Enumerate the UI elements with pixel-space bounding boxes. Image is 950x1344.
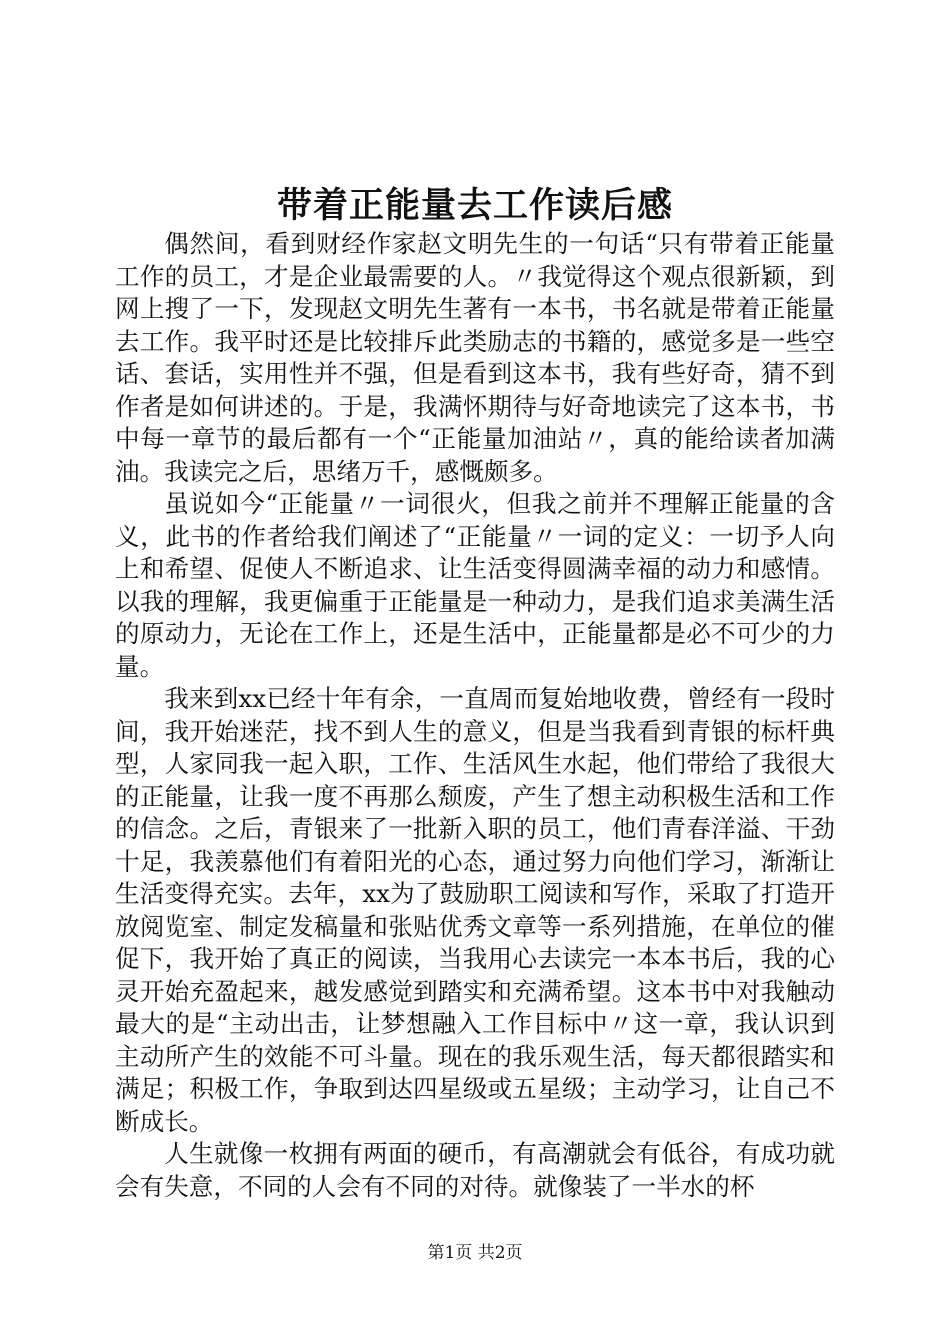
paragraph: 人生就像一枚拥有两面的硬币，有高潮就会有低谷，有成功就会有失意，不同的人会有不同的对待。就像装了一半水的杯	[115, 1139, 835, 1201]
page-number-footer: 第1页 共2页	[427, 1243, 523, 1263]
paragraph: 偶然间，看到财经作家赵文明先生的一句话“只有带着正能量工作的员工，才是企业最需要的人。〃我觉得这个观点很新颖，到网上搜了一下，发现赵文明先生著有一本书，书名就是带着正能量去工作。我平时还是比较排斥此类励志的书籍的，感觉多是一些空话、套话，实用性并不强，但是看到这本书，我有些好奇，猜不到作者是如何讲述的。于是，我满怀期待与好奇地读完了这本书，书中每一章节的最后都有一个“正能量加油站〃，真的能给读者加满油。我读完之后，思绪万千，感慨颇多。	[115, 229, 835, 486]
document-body	[115, 228, 835, 1203]
paragraph: 我来到xx已经十年有余，一直周而复始地收费，曾经有一段时间，我开始迷茫，找不到人生的意义，但是当我看到青银的标杆典型，人家同我一起入职，工作、生活风生水起，他们带给了我很大的正能量，让我一度不再那么颓废，产生了想主动积极生活和工作的信念。之后，青银来了一批新入职的员工，他们青春洋溢、干劲十足，我羡慕他们有着阳光的心态，通过努力向他们学习，渐渐让生活变得充实。去年，xx为了鼓励职工阅读和写作，采取了打造开放阅览室、制定发稿量和张贴优秀文章等一系列措施，在单位的催促下，我开始了真正的阅读，当我用心去读完一本本书后，我的心灵开始充盈起来，越发感觉到踏实和充满希望。这本书中对我触动最大的是“主动出击，让梦想融入工作目标中〃这一章，我认识到主动所产生的效能不可斗量。现在的我乐观生活，每天都很踏实和满足；积极工作，争取到达四星级或五星级；主动学习，让自己不断成长。	[115, 684, 835, 1136]
paragraph: 虽说如今“正能量〃一词很火，但我之前并不理解正能量的含义，此书的作者给我们阐述了“正能量〃一词的定义：一切予人向上和希望、促使人不断追求、让生活变得圆满幸福的动力和感情。以我的理解，我更偏重于正能量是一种动力，是我们追求美满生活的原动力，无论在工作上，还是生活中，正能量都是必不可少的力量。	[115, 489, 835, 681]
document-title: 带着正能量去工作读后感	[276, 185, 673, 226]
